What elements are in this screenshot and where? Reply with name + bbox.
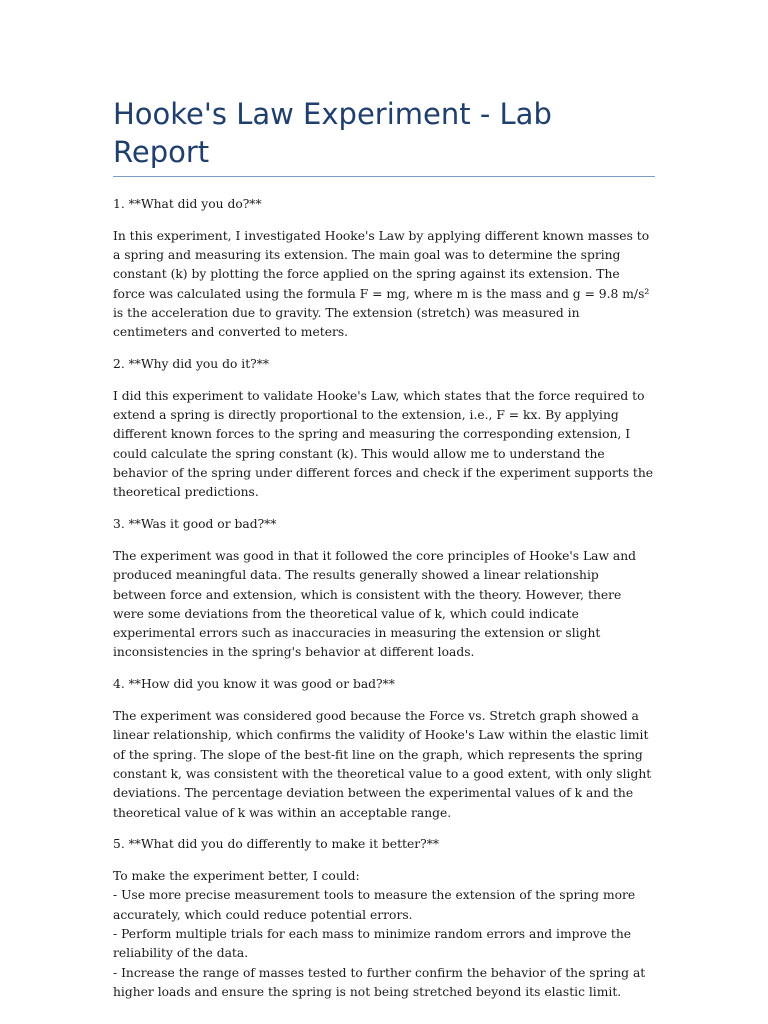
document-page bbox=[113, 0, 655, 1015]
section-5-body bbox=[113, 867, 655, 1002]
section-3-heading: 3. **Was it good or bad?** bbox=[113, 517, 277, 532]
list-item: - Increase the range of masses tested to further confirm the behavior of the spring at higher loads and ensure the spring is not being stretched beyond its elastic limit. bbox=[113, 965, 646, 999]
section-1-body: In this experiment, I investigated Hooke's Law by applying different known masses to a spring and measuring its extension. The main goal was to determine the spring constant (k) by plotting the force applied on the spring against its extension. The force was calculated using the formula F = mg, where m is the mass and g = 9.8 m/s² is the acceleration due to gravity. The extension (stretch) was measured in centimeters and converted to meters. bbox=[113, 228, 650, 340]
section-5-intro: To make the experiment better, I could: bbox=[113, 869, 360, 884]
section-2-body: I did this experiment to validate Hooke's Law, which states that the force required to extend a spring is directly proportional to the extension, i.e., F = kx. By applying different known forces to the spring and measuring the corresponding extension, I could calculate the spring constant (k). This would allow me to understand the behavior of the spring under different forces and check if the experiment supports the theoretical predictions. bbox=[113, 388, 654, 500]
section-2-heading: 2. **Why did you do it?** bbox=[113, 357, 270, 372]
list-item: - Perform multiple trials for each mass to minimize random errors and improve the reliability of the data. bbox=[113, 927, 632, 961]
section-5-heading: 5. **What did you do differently to make it better?** bbox=[113, 837, 439, 852]
section-3-body: The experiment was good in that it followed the core principles of Hooke's Law and produced meaningful data. The results generally showed a linear relationship between force and extension, which is consistent with the theory. However, there were some deviations from the theoretical value of k, which could indicate experimental errors such as inaccuracies in measuring the extension or slight inconsistencies in the spring's behavior at different loads. bbox=[113, 548, 637, 660]
section-1-heading: 1. **What did you do?** bbox=[113, 197, 262, 211]
list-item: - Use more precise measurement tools to measure the extension of the spring more accurately, which could reduce potential errors. bbox=[113, 888, 636, 922]
document-body bbox=[113, 195, 655, 1002]
section-4-body: The experiment was considered good because the Force vs. Stretch graph showed a linear relationship, which confirms the validity of Hooke's Law within the elastic limit of the spring. The slope of the best-fit line on the graph, which represents the spring constant k, was consistent with the theoretical value to a good extent, with only slight deviations. The percentage deviation between the experimental values of k and the theoretical value of k was within an acceptable range. bbox=[113, 709, 652, 820]
document-title: Hooke's Law Experiment - Lab Report bbox=[113, 95, 655, 177]
section-4-heading: 4. **How did you know it was good or bad?** bbox=[113, 677, 395, 692]
